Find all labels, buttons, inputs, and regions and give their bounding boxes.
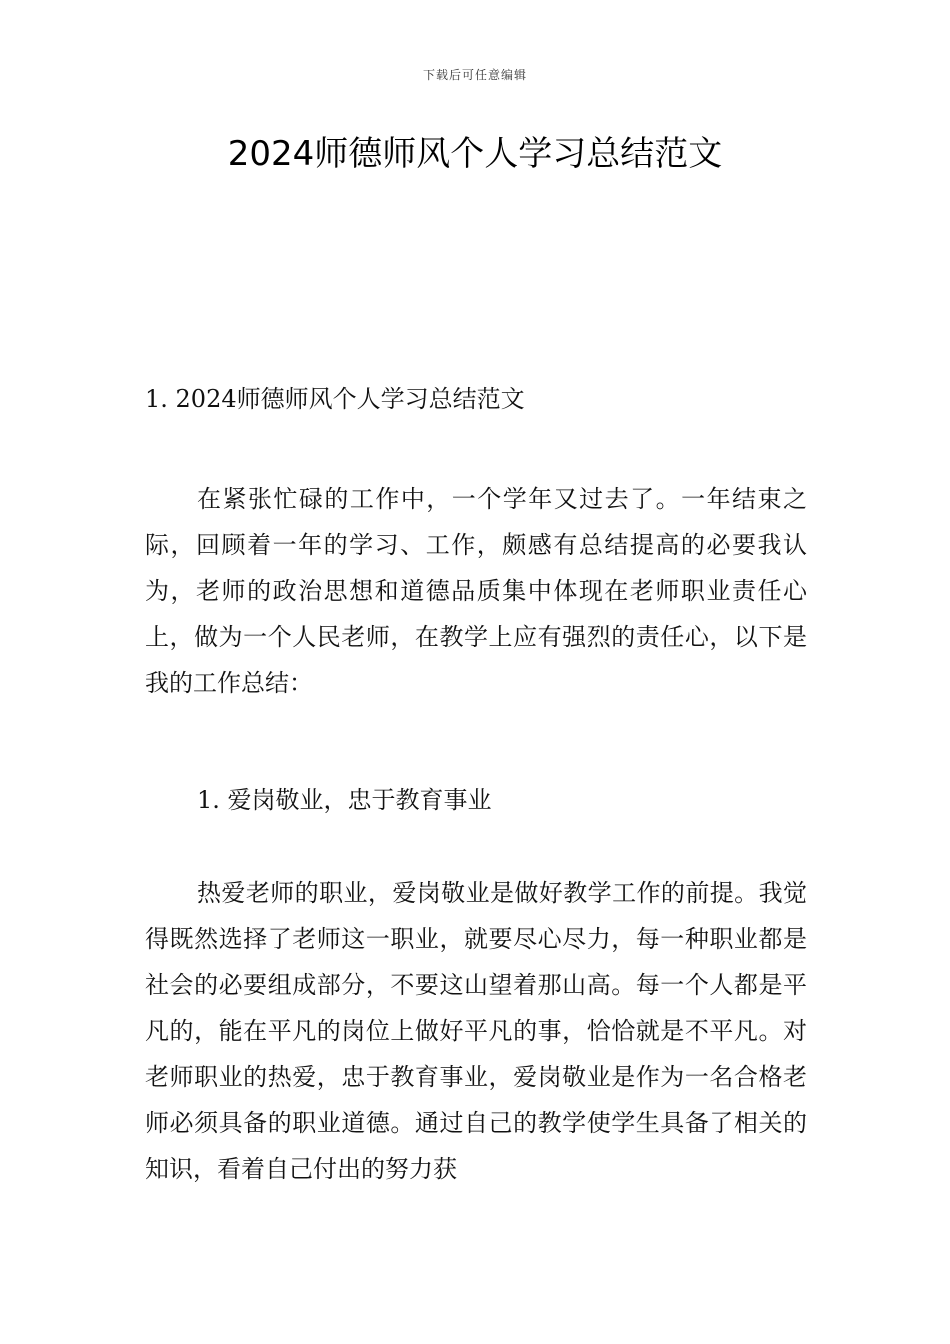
paragraph-intro: 在紧张忙碌的工作中，一个学年又过去了。一年结束之际，回顾着一年的学习、工作，颇感有总结提高的必要我认为，老师的政治思想和道德品质集中体现在老师职业责任心上，做为一个人民老师，在教学上应有强烈的责任心，以下是我的工作总结：: [145, 485, 807, 697]
paragraph-dedication: 热爱老师的职业，爱岗敬业是做好教学工作的前提。我觉得既然选择了老师这一职业，就要尽心尽力，每一种职业都是社会的必要组成部分，不要这山望着那山高。每一个人都是平凡的，能在平凡的岗位上做好平凡的事，恰恰就是不平凡。对老师职业的热爱，忠于教育事业，爱岗敬业是作为一名合格老师必须具备的职业道德。通过自己的教学使学生具备了相关的知识，看着自己付出的努力获: [145, 879, 807, 1183]
sub-heading-dedication: 1. 爱岗敬业，忠于教育事业: [197, 786, 492, 814]
section-heading: 1. 2024师德师风个人学习总结范文: [145, 385, 525, 413]
document-title: 2024师德师风个人学习总结范文: [227, 134, 723, 174]
header-note: 下载后可任意编辑: [422, 68, 527, 82]
